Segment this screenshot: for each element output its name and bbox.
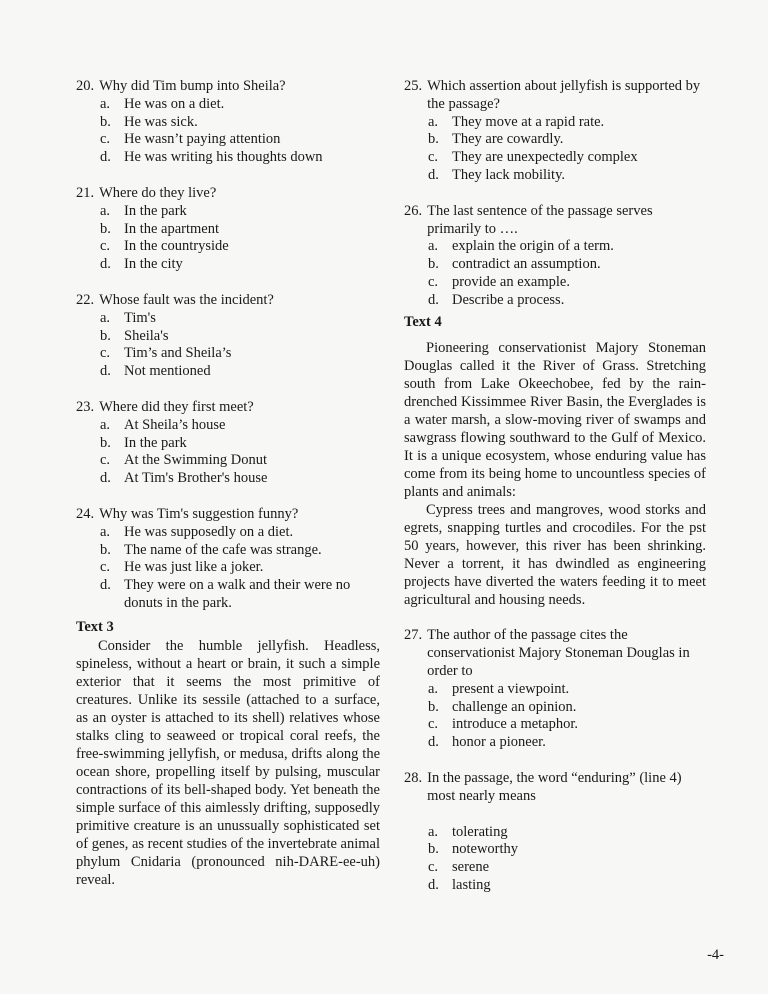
- option-text: They move at a rapid rate.: [452, 113, 605, 130]
- option-letter: d.: [100, 577, 111, 594]
- question-stem: [404, 770, 706, 806]
- option-letter: a.: [100, 416, 111, 433]
- option-text: honor a pioneer.: [452, 734, 546, 751]
- option-letter: c.: [100, 345, 111, 362]
- option-letter: a.: [428, 823, 439, 840]
- spacer: [404, 752, 706, 770]
- text4-title: Text 4: [404, 313, 442, 330]
- answer-option: [100, 452, 380, 470]
- answer-option: [100, 310, 380, 328]
- spacer: [76, 381, 380, 399]
- option-text: lasting: [452, 876, 491, 893]
- option-text: In the park: [124, 202, 187, 219]
- option-text: At Tim's Brother's house: [124, 470, 268, 487]
- option-text: In the countryside: [124, 238, 229, 255]
- option-letter: b.: [100, 220, 111, 237]
- option-letter: c.: [100, 131, 111, 148]
- option-letter: d.: [100, 363, 111, 380]
- answer-option: [428, 114, 706, 132]
- answer-option: [428, 149, 706, 167]
- option-text: He was supposedly on a diet.: [124, 523, 294, 540]
- option-text: They are cowardly.: [452, 131, 564, 148]
- answer-option: [428, 859, 706, 877]
- option-text: noteworthy: [452, 841, 519, 858]
- question-text: The last sentence of the passage serves primarily to ….: [427, 202, 653, 237]
- question-text: The author of the passage cites the conservationist Majory Stoneman Douglas in order to: [427, 627, 690, 679]
- answer-option: [100, 221, 380, 239]
- option-letter: c.: [428, 149, 439, 166]
- spacer: [404, 806, 706, 824]
- option-text: Not mentioned: [124, 363, 211, 380]
- question-block: [404, 78, 706, 203]
- option-text: Sheila's: [124, 327, 169, 344]
- question-block: [404, 203, 706, 310]
- answer-option: [100, 559, 380, 577]
- option-text: He was on a diet.: [124, 95, 225, 112]
- option-letter: d.: [428, 166, 439, 183]
- answer-option: [428, 681, 706, 699]
- page-number: -4-: [707, 947, 724, 963]
- option-letter: a.: [428, 680, 439, 697]
- option-text: In the apartment: [124, 220, 220, 237]
- text3-paragraph: Consider the humble jellyfish. Headless, spineless, without a heart or brain, it such a simple exterior that it seems the most primitive of creatures. Unlike its sessile (attached to a surface, as an oyster is attached to its shell) relatives whose stalks cling to seaweed or tropical coral reefs, the free-swimming jellyfish, or medusa, drifts along the ocean shore, propelling itself by pulsing, muscular contractions of its bell-shaped body. Yet beneath the simple surface of this aimlessly drifting, supposedly primitive creature is an unussually sophisticated set of genes, as recent studies of the invertebrate animal phylum Cnidaria (pronounced nih-DARE-ee-uh) reveal.: [76, 637, 380, 888]
- option-text: He was just like a joker.: [124, 559, 264, 576]
- question-number: 22.: [76, 291, 95, 308]
- option-letter: a.: [428, 238, 439, 255]
- option-list: [76, 96, 380, 167]
- option-text: Tim’s and Sheila’s: [124, 345, 232, 362]
- option-letter: d.: [428, 876, 439, 893]
- question-number: 24.: [76, 505, 95, 522]
- option-letter: b.: [100, 434, 111, 451]
- option-letter: d.: [428, 734, 439, 751]
- answer-option: [100, 345, 380, 363]
- option-letter: d.: [100, 256, 111, 273]
- answer-option: [428, 238, 706, 256]
- spacer: [76, 167, 380, 185]
- right-question-list-a: [404, 78, 706, 310]
- answer-option: [100, 470, 380, 488]
- answer-option: [428, 824, 706, 842]
- question-number: 23.: [76, 398, 95, 415]
- right-question-list-b: [404, 627, 706, 894]
- option-text: provide an example.: [452, 273, 570, 290]
- option-letter: d.: [100, 149, 111, 166]
- answer-option: [428, 734, 706, 752]
- text4-paragraph-1: Pioneering conservationist Majory Stoneman Douglas called it the River of Grass. Stretching south from Lake Okeechobee, fed by the rain-drenched Kissimmee River Basin, the Everglades is a water marsh, a slow-moving river of swamps and sawgrass flowing southward to the Gulf of Mexico. It is a unique ecosystem, whose enduring value has come from its being home to uncountless species of plants and animals:: [404, 340, 706, 501]
- question-stem: [404, 627, 706, 680]
- answer-option: [100, 96, 380, 114]
- answer-option: [100, 131, 380, 149]
- option-letter: c.: [100, 238, 111, 255]
- left-column: [76, 78, 380, 889]
- question-stem: [76, 506, 380, 524]
- option-text: He wasn’t paying attention: [124, 131, 281, 148]
- question-block: [76, 292, 380, 399]
- option-text: serene: [452, 859, 490, 876]
- question-block: [76, 399, 380, 506]
- option-text: challenge an opinion.: [452, 698, 577, 715]
- question-stem: [76, 399, 380, 417]
- option-letter: a.: [100, 202, 111, 219]
- question-number: 20.: [76, 78, 95, 94]
- left-question-list: [76, 78, 380, 613]
- question-text: Which assertion about jellyfish is supported by the passage?: [427, 78, 701, 112]
- spacer: [404, 185, 706, 203]
- option-text: Describe a process.: [452, 291, 565, 308]
- question-text: Why did Tim bump into Sheila?: [99, 78, 286, 94]
- answer-option: [100, 114, 380, 132]
- answer-option: [100, 203, 380, 221]
- answer-option: [100, 149, 380, 167]
- text4-paragraph-2: Cypress trees and mangroves, wood storks and egrets, snapping turtles and crocodiles. For the pst 50 years, however, this river has been shrinking. Never a torrent, it has dwindled as engineering projects have diverted the waters feeding it to meet agricultural and housing needs.: [404, 502, 706, 609]
- option-letter: b.: [428, 841, 439, 858]
- question-block: [76, 78, 380, 185]
- question-block: [404, 627, 706, 770]
- question-number: 21.: [76, 184, 95, 201]
- option-text: In the city: [124, 256, 183, 273]
- answer-option: [100, 256, 380, 274]
- question-text: Where did they first meet?: [99, 398, 254, 415]
- option-letter: c.: [428, 273, 439, 290]
- text3-title: Text 3: [76, 618, 114, 635]
- option-text: He was writing his thoughts down: [124, 149, 323, 166]
- option-text: Tim's: [124, 309, 156, 326]
- option-text: contradict an assumption.: [452, 256, 601, 273]
- option-letter: c.: [100, 559, 111, 576]
- question-stem: [404, 78, 706, 114]
- option-text: At Sheila’s house: [124, 416, 226, 433]
- answer-option: [428, 716, 706, 734]
- option-text: The name of the cafe was strange.: [124, 541, 322, 558]
- spacer: [76, 274, 380, 292]
- question-number: 27.: [404, 627, 423, 644]
- option-list: [404, 824, 706, 895]
- answer-option: [100, 542, 380, 560]
- answer-option: [100, 577, 380, 613]
- option-letter: c.: [100, 452, 111, 469]
- option-text: present a viewpoint.: [452, 680, 570, 697]
- answer-option: [100, 524, 380, 542]
- answer-option: [100, 328, 380, 346]
- option-letter: a.: [428, 113, 439, 130]
- answer-option: [100, 238, 380, 256]
- option-letter: b.: [100, 113, 111, 130]
- option-text: They are unexpectedly complex: [452, 149, 638, 166]
- answer-option: [428, 841, 706, 859]
- answer-option: [100, 363, 380, 381]
- answer-option: [428, 292, 706, 310]
- option-text: At the Swimming Donut: [124, 452, 267, 469]
- option-letter: b.: [100, 327, 111, 344]
- answer-option: [428, 274, 706, 292]
- question-text: Where do they live?: [99, 184, 217, 201]
- option-letter: a.: [100, 523, 111, 540]
- option-letter: c.: [428, 716, 439, 733]
- option-text: They were on a walk and their were no donuts in the park.: [124, 577, 351, 611]
- option-letter: a.: [100, 95, 111, 112]
- question-stem: [404, 203, 706, 239]
- option-list: [76, 417, 380, 488]
- option-list: [76, 310, 380, 381]
- question-stem: [76, 185, 380, 203]
- answer-option: [100, 417, 380, 435]
- answer-option: [428, 131, 706, 149]
- answer-option: [428, 167, 706, 185]
- option-letter: d.: [428, 291, 439, 308]
- option-text: He was sick.: [124, 113, 198, 130]
- option-letter: d.: [100, 470, 111, 487]
- answer-option: [428, 699, 706, 717]
- right-column: [404, 78, 706, 895]
- question-stem: [76, 78, 380, 96]
- question-text: Whose fault was the incident?: [99, 291, 274, 308]
- option-text: They lack mobility.: [452, 166, 566, 183]
- option-list: [76, 203, 380, 274]
- answer-option: [428, 877, 706, 895]
- spacer: [404, 609, 706, 627]
- option-letter: b.: [428, 131, 439, 148]
- question-block: [76, 185, 380, 292]
- option-list: [404, 681, 706, 752]
- answer-option: [100, 435, 380, 453]
- question-text: In the passage, the word “enduring” (line 4) most nearly means: [427, 769, 682, 804]
- question-number: 28.: [404, 769, 423, 786]
- question-text: Why was Tim's suggestion funny?: [99, 505, 299, 522]
- option-letter: b.: [428, 698, 439, 715]
- option-text: tolerating: [452, 823, 508, 840]
- option-list: [76, 524, 380, 613]
- question-block: [76, 506, 380, 613]
- question-number: 25.: [404, 78, 423, 94]
- option-letter: a.: [100, 309, 111, 326]
- question-number: 26.: [404, 202, 423, 219]
- question-block: [404, 770, 706, 895]
- option-text: In the park: [124, 434, 187, 451]
- option-letter: b.: [100, 541, 111, 558]
- option-letter: b.: [428, 256, 439, 273]
- answer-option: [428, 256, 706, 274]
- option-text: introduce a metaphor.: [452, 716, 579, 733]
- question-stem: [76, 292, 380, 310]
- option-letter: c.: [428, 859, 439, 876]
- option-list: [404, 114, 706, 185]
- option-list: [404, 238, 706, 309]
- option-text: explain the origin of a term.: [452, 238, 614, 255]
- spacer: [76, 488, 380, 506]
